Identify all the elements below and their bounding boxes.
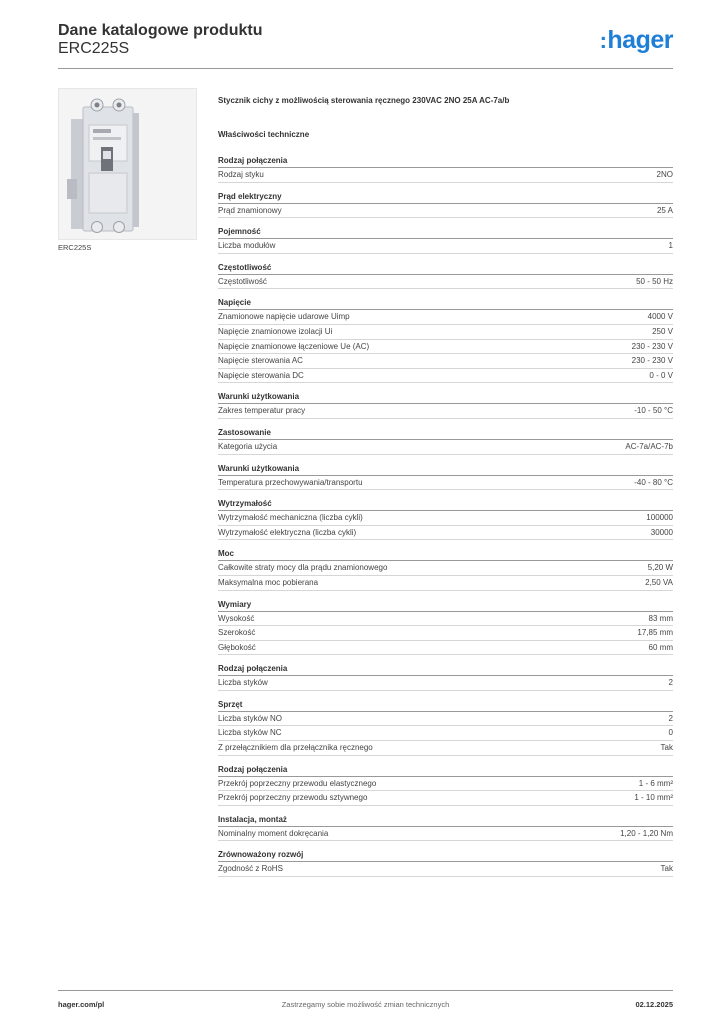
spec-value: 17,85 mm [637,628,673,638]
spec-value: -10 - 50 °C [634,406,673,416]
spec-label: Wytrzymałość mechaniczna (liczba cykli) [218,513,363,523]
spec-group-title: Pojemność [218,226,673,239]
spec-label: Napięcie znamionowe izolacji Ui [218,326,333,336]
page-title: Dane katalogowe produktu [58,22,263,39]
spec-row [218,404,673,419]
spec-label: Liczba styków NC [218,728,282,738]
spec-label: Liczba modułów [218,241,276,251]
section-title: Właściwości techniczne [218,130,310,139]
product-code: ERC225S [58,40,130,57]
page-footer [58,990,673,1015]
spec-value: 230 - 230 V [631,356,673,366]
spec-row [218,239,673,254]
spec-row [218,511,673,526]
contactor-illustration [59,89,196,239]
spec-group-title: Sprzęt [218,699,673,712]
spec-group-title: Warunki użytkowania [218,463,673,476]
spec-value: 250 V [652,326,673,336]
spec-group-title: Warunki użytkowania [218,391,673,404]
spec-row [218,310,673,325]
spec-label: Zakres temperatur pracy [218,406,306,416]
spec-label: Napięcie znamionowe łączeniowe Ue (AC) [218,341,370,351]
spec-value: AC-7a/AC-7b [625,441,673,451]
spec-label: Napięcie sterowania AC [218,356,303,366]
spec-label: Szerokość [218,628,256,638]
spec-value: 1 [668,241,673,251]
logo-colon: : [599,28,607,53]
spec-row [218,526,673,541]
spec-row [218,369,673,384]
spec-value: 1,20 - 1,20 Nm [620,828,673,838]
spec-group-title: Rodzaj połączenia [218,155,673,168]
logo-text: hager [607,26,673,54]
spec-row [218,726,673,741]
spec-label: Wytrzymałość elektryczna (liczba cykli) [218,527,357,537]
product-image [58,88,197,240]
spec-label: Zgodność z RoHS [218,864,283,874]
spec-row [218,612,673,627]
footer-website[interactable]: hager.com/pl [58,1000,105,1009]
spec-group [218,262,673,290]
spec-row [218,712,673,727]
spec-group [218,391,673,419]
spec-value: 100000 [646,513,673,523]
spec-row [218,325,673,340]
spec-group [218,191,673,219]
spec-row [218,275,673,290]
spec-value: 1 - 10 mm² [634,793,673,803]
spec-value: Tak [660,864,673,874]
spec-row [218,791,673,806]
spec-row [218,204,673,219]
spec-row [218,340,673,355]
image-caption: ERC225S [58,243,92,252]
spec-row [218,641,673,656]
spec-value: 0 - 0 V [649,370,673,380]
spec-row [218,777,673,792]
spec-group [218,548,673,590]
product-description: Stycznik cichy z możliwością sterowania ręcznego 230VAC 2NO 25A AC-7a/b [218,96,510,105]
spec-value: 2 [668,713,673,723]
spec-label: Liczba styków [218,678,268,688]
specs-table [218,155,673,885]
spec-group [218,849,673,877]
spec-value: 83 mm [648,613,673,623]
spec-label: Temperatura przechowywania/transportu [218,477,363,487]
spec-value: 230 - 230 V [631,341,673,351]
spec-value: 2,50 VA [645,577,673,587]
spec-group [218,663,673,691]
spec-group [218,463,673,491]
footer-notice: Zastrzegamy sobie możliwość zmian technicznych [281,1000,450,1009]
spec-row [218,440,673,455]
spec-group-title: Rodzaj połączenia [218,764,673,777]
spec-group [218,427,673,455]
spec-value: 30000 [650,527,673,537]
spec-group [218,699,673,756]
spec-value: 25 A [656,205,673,215]
spec-value: 60 mm [648,642,673,652]
spec-group [218,226,673,254]
spec-row [218,741,673,756]
spec-group-title: Wymiary [218,599,673,612]
spec-label: Głębokość [218,642,256,652]
spec-group [218,297,673,383]
spec-row [218,561,673,576]
spec-label: Całkowite straty mocy dla prądu znamionowego [218,563,388,573]
hager-logo [600,26,673,55]
spec-group-title: Instalacja, montaż [218,814,673,827]
spec-value: 1 - 6 mm² [638,778,673,788]
spec-label: Z przełącznikiem dla przełącznika ręcznego [218,743,373,753]
spec-row [218,476,673,491]
spec-label: Nominalny moment dokręcania [218,828,329,838]
spec-value: 50 - 50 Hz [636,276,673,286]
spec-row [218,862,673,877]
spec-group-title: Wytrzymałość [218,498,673,511]
spec-row [218,827,673,842]
spec-group-title: Prąd elektryczny [218,191,673,204]
spec-label: Prąd znamionowy [218,205,282,215]
spec-label: Rodzaj styku [218,170,264,179]
spec-group-title: Moc [218,548,673,561]
spec-group [218,155,673,183]
spec-label: Kategoria użycia [218,441,278,451]
spec-row [218,168,673,183]
footer-date: 02.12.2025 [635,1000,673,1009]
spec-label: Przekrój poprzeczny przewodu sztywnego [218,793,368,803]
spec-group-title: Napięcie [218,297,673,310]
spec-label: Przekrój poprzeczny przewodu elastycznego [218,778,377,788]
page-header [58,20,673,69]
spec-row [218,354,673,369]
spec-value: 5,20 W [647,563,673,573]
spec-group [218,599,673,656]
spec-group-title: Zastosowanie [218,427,673,440]
spec-label: Napięcie sterowania DC [218,370,304,380]
spec-group [218,764,673,806]
spec-label: Liczba styków NO [218,713,283,723]
spec-row [218,626,673,641]
spec-label: Znamionowe napięcie udarowe Uimp [218,312,350,322]
spec-value: Tak [660,743,673,753]
spec-group-title: Częstotliwość [218,262,673,275]
spec-value: 4000 V [647,312,673,322]
spec-row [218,676,673,691]
spec-row [218,576,673,591]
spec-value: -40 - 80 °C [634,477,673,487]
spec-group-title: Rodzaj połączenia [218,663,673,676]
spec-group-title: Zrównoważony rozwój [218,849,673,862]
spec-label: Częstotliwość [218,276,267,286]
spec-label: Maksymalna moc pobierana [218,577,319,587]
spec-value: 2NO [656,170,673,179]
spec-value: 2 [668,678,673,688]
spec-label: Wysokość [218,613,255,623]
spec-value: 0 [668,728,673,738]
spec-group [218,498,673,540]
spec-group [218,814,673,842]
